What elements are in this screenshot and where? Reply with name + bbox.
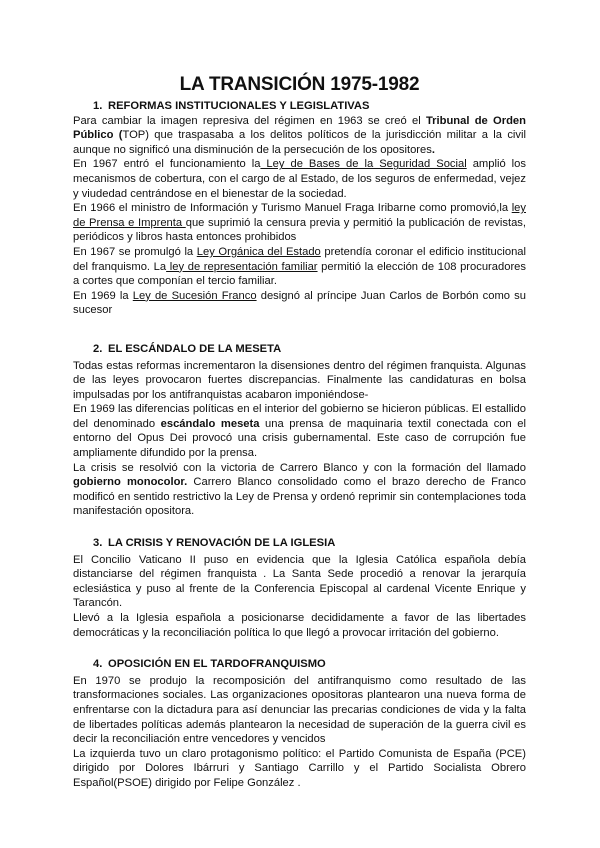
text-run: designó al príncipe Juan Carlos de Borbón como su sucesor [73, 289, 526, 317]
section-heading [73, 536, 526, 551]
section-iglesia [73, 536, 526, 640]
text-run: En 1967 entró el funcionamiento la [73, 158, 261, 171]
paragraph: En 1970 se produjo la recomposición del antifranquismo como resultado de las transformaciones sociales. Las organizaciones opositoras plantearon una nueva forma de enfrentarse con la dictadura para así denunciar las precarias condiciones de vida y la falta de libertades políticas además plantearon la necesidad de superación de la guerra civil es decir la reconciliación entre vencedores y vencidos [73, 674, 526, 746]
section-number: 3. [93, 537, 103, 550]
section-heading [73, 99, 526, 114]
text-run: En 1969 la [73, 289, 133, 302]
text-run: En 1966 el ministro de Información y Turismo Manuel Fraga Iribarne como promovió,la [73, 202, 512, 215]
text-run: En 1969 las diferencias políticas en el interior del gobierno se hicieron públicas. El estallido del denominado [73, 403, 526, 430]
document-title: LA TRANSICIÓN 1975-1982 [179, 74, 420, 95]
underlined-term: Ley Orgánica del Estado [196, 245, 321, 258]
text-run: Carrero Blanco consolidado como el brazo derecho de Franco modificó en sentido restrictivo la Ley de Prensa y ordenó reprimir sin contemplaciones toda manifestación opositora. [73, 476, 526, 518]
paragraph [73, 461, 526, 519]
bold-term: . [431, 143, 435, 156]
underlined-term: ley de representación familiar [166, 260, 318, 273]
section-title: OPOSICIÓN EN EL TARDOFRANQUISMO [108, 658, 326, 671]
text-run: La crisis se resolvió con la victoria de Carrero Blanco y con la formación del llamado [73, 461, 526, 474]
text-run: amplió los mecanismos de cobertura, con el cargo de al Estado, de los seguros de enfermedad, vejez y viudedad centrándose en el bienestar de la sociedad. [73, 158, 526, 200]
paragraph [73, 201, 526, 245]
bold-term: escándalo meseta [160, 417, 260, 430]
section-title: LA CRISIS Y RENOVACIÓN DE LA IGLESIA [108, 537, 336, 550]
paragraph [73, 402, 526, 460]
paragraph: Llevó a la Iglesia española a posicionarse decididamente a favor de las libertades democráticas y la reconciliación política lo que llegó a provocar irritación del gobierno. [73, 612, 526, 639]
bold-term: Tribunal de Orden Público ( [73, 114, 526, 142]
section-reformas [73, 99, 526, 318]
section-title: EL ESCÁNDALO DE LA MESETA [108, 342, 282, 355]
underlined-term: ley de Prensa e Imprenta [73, 202, 526, 229]
text-run: pretendía coronar el edificio institucional del franquismo. La [73, 245, 526, 273]
section-number: 4. [93, 658, 103, 671]
text-run: En 1967 se promulgó la [73, 245, 197, 258]
text-run: una prensa de maquinaria textil conectada con el entorno del Opus Dei provocó una crisis gubernamental. Este caso de corrupción fue ampliamente difundido por la prensa. [73, 417, 527, 460]
paragraph: La izquierda tuvo un claro protagonismo político: el Partido Comunista de España (PCE) dirigido por Dolores Ibárruri y Santiago Carrillo y el Partido Socialista Obrero Español(PSOE) dirigido por Felipe González . [73, 747, 526, 789]
section-title: REFORMAS INSTITUCIONALES Y LEGISLATIVAS [108, 100, 370, 112]
bold-term: gobierno monocolor. [73, 476, 188, 489]
text-run: permitió la elección de 108 procuradores a cortes que componían el tercio familiar. [73, 260, 526, 288]
underlined-term: Ley de Bases de la Seguridad Social [260, 158, 467, 171]
section-heading [73, 342, 526, 357]
text-run: Para cambiar la imagen represiva del régimen en 1963 se creó el [73, 114, 426, 127]
paragraph [73, 114, 526, 158]
section-escandalo [73, 342, 526, 519]
text-run: TOP) que traspasaba a los delitos políticos de la jurisdicción militar a la civil aunque no significó una disminución de la persecución de los opositores [73, 129, 526, 156]
text-run: que suprimió la censura previa y permitió la publicación de revistas, periódicos y libros hasta entonces prohibidos [73, 216, 526, 244]
section-number: 2. [93, 342, 103, 355]
underlined-term: Ley de Sucesión Franco [132, 289, 257, 302]
section-oposicion [73, 657, 526, 790]
paragraph: Todas estas reformas incrementaron la disensiones dentro del régimen franquista. Algunas de las leyes provocaron fuertes discrepancias. Finalmente las candidaturas en bolsa impulsadas por los antifranquistas acabaron imponiéndose- [73, 359, 526, 401]
paragraph: El Concilio Vaticano II puso en evidencia que la Iglesia Católica española debía distanciarse del régimen franquista . La Santa Sede procedió a renovar la jerarquía eclesiástica y puso al frente de la Conferencia Episcopal al cardenal Vicente Enrique y Tarancón. [73, 553, 526, 610]
paragraph [73, 289, 526, 318]
paragraph [73, 157, 526, 201]
section-number: 1. [93, 100, 103, 112]
paragraph [73, 245, 526, 289]
section-heading [73, 657, 526, 672]
